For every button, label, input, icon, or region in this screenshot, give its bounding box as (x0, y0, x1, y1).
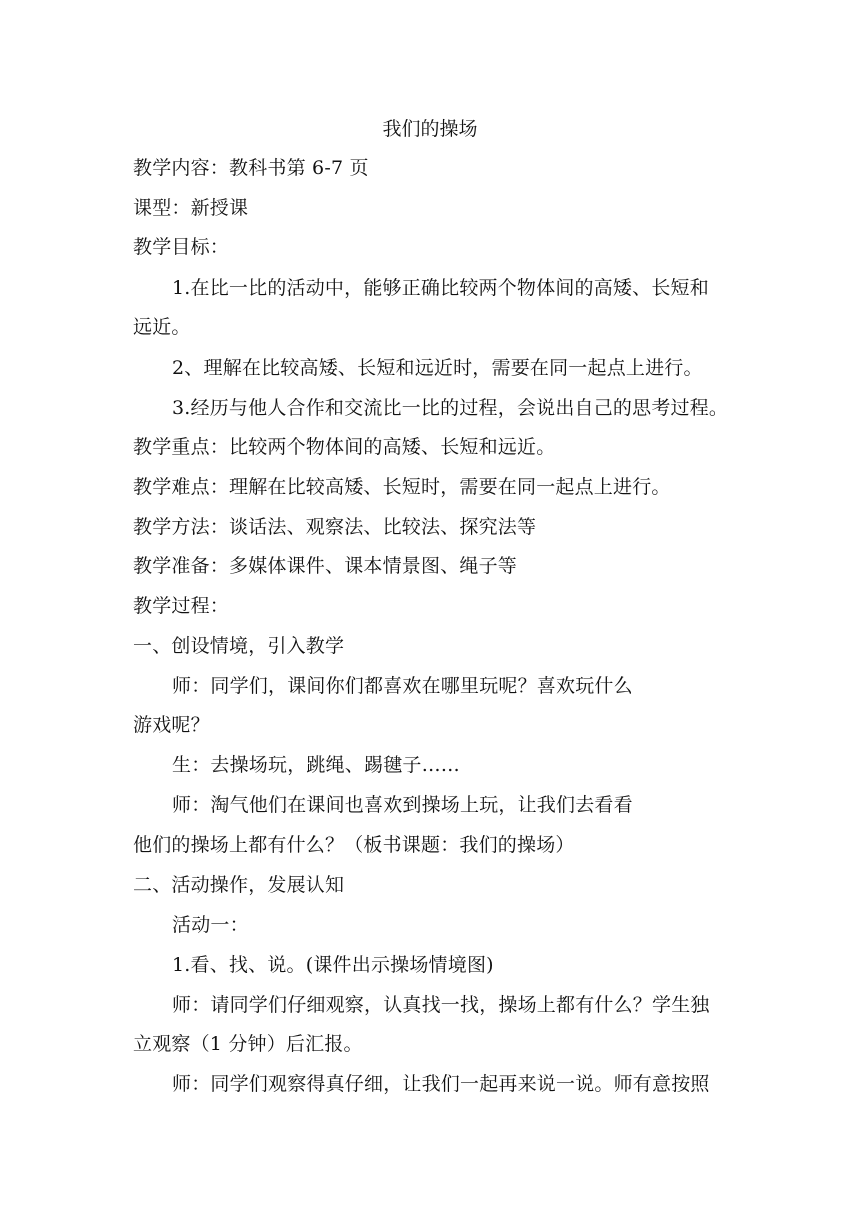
document-title: 我们的操场 (382, 118, 478, 140)
goal-3: 3.经历与他人合作和交流比一比的过程，会说出自己的思考过程。 (172, 397, 729, 419)
teaching-difficulties: 教学难点：理解在比较高矮、长短时，需要在同一起点上进行。 (133, 476, 671, 498)
section-2-heading: 二、活动操作，发展认知 (133, 874, 345, 896)
goal-1-line-1: 1.在比一比的活动中，能够正确比较两个物体间的高矮、长短和 (172, 277, 709, 299)
dialogue-line-4a: 师：请同学们仔细观察，认真找一找，操场上都有什么？学生独 (172, 994, 710, 1016)
dialogue-line-3a: 师：淘气他们在课间也喜欢到操场上玩，让我们去看看 (172, 794, 633, 816)
dialogue-line-5: 师：同学们观察得真仔细，让我们一起再来说一说。师有意按照 (172, 1073, 710, 1095)
dialogue-line-1a: 师：同学们，课间你们都喜欢在哪里玩呢？喜欢玩什么 (172, 675, 633, 697)
teaching-goals-heading: 教学目标： (133, 236, 230, 258)
teaching-content: 教学内容：教科书第 6-7 页 (133, 157, 369, 179)
section-1-heading: 一、创设情境，引入教学 (133, 635, 345, 657)
dialogue-line-1b: 游戏呢？ (133, 714, 210, 736)
teaching-process-heading: 教学过程： (133, 595, 230, 617)
activity-1-step-1: 1.看、找、说。(课件出示操场情境图) (172, 954, 494, 976)
goal-2: 2、理解在比较高矮、长短和远近时，需要在同一起点上进行。 (172, 357, 703, 379)
teaching-methods: 教学方法：谈话法、观察法、比较法、探究法等 (133, 516, 537, 538)
goal-1-line-2: 远近。 (133, 316, 191, 338)
dialogue-line-2: 生：去操场玩，跳绳、踢毽子…… (172, 754, 461, 776)
teaching-key-points: 教学重点：比较两个物体间的高矮、长短和远近。 (133, 436, 556, 458)
teaching-preparation: 教学准备：多媒体课件、课本情景图、绳子等 (133, 555, 518, 577)
activity-1-heading: 活动一： (172, 914, 249, 936)
lesson-type: 课型：新授课 (133, 197, 249, 219)
dialogue-line-3b: 他们的操场上都有什么？（板书课题：我们的操场） (133, 834, 575, 856)
dialogue-line-4b: 立观察（1 分钟）后汇报。 (133, 1033, 363, 1055)
